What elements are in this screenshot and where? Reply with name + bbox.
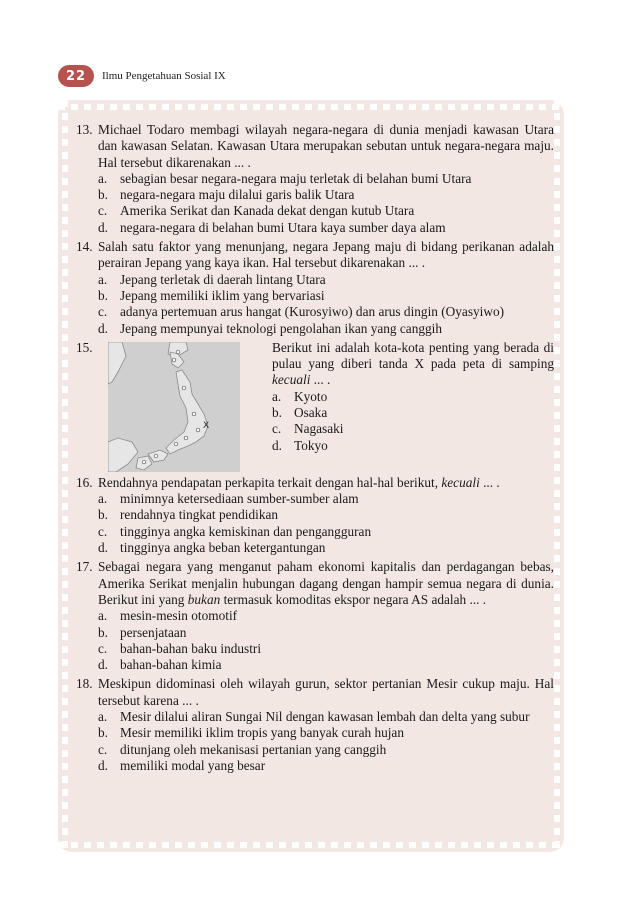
option-letter: c. [98, 304, 108, 320]
option-letter: c. [98, 640, 108, 656]
option-text: sebagian besar negara-negara maju terletak di belahan bumi Utara [120, 170, 472, 186]
option-text: mesin-mesin otomotif [120, 608, 238, 624]
option-text: Nagasaki [294, 421, 344, 437]
option-text: bahan-bahan kimia [120, 657, 222, 673]
option-letter: d. [98, 219, 108, 235]
option-letter: b. [98, 507, 108, 523]
option-c [272, 421, 554, 437]
option-a [98, 491, 554, 507]
option-d [272, 438, 554, 454]
option-letter: c. [98, 523, 108, 539]
option-text: Osaka [294, 405, 328, 421]
option-b [98, 507, 554, 523]
question-text: Salah satu faktor yang menunjang, negara Jepang maju di bidang perikanan adalah perairan Jepang yang kaya ikan. Hal tersebut dikarenakan ... . [98, 239, 554, 271]
question-18 [76, 676, 554, 774]
option-c [98, 524, 554, 540]
option-letter: d. [272, 437, 282, 453]
dashed-border-top [58, 104, 564, 110]
dashed-border-left [62, 100, 68, 852]
option-text: negara-negara maju dilalui garis balik Utara [120, 187, 355, 203]
question-text: Sebagai negara yang menganut paham ekonomi kapitalis dan perdagangan bebas, Amerika Serikat menjalin hubungan dagang dengan hampir semua negara di dunia. Berikut ini yang bukan termasuk komoditas ekspor negara AS adalah ... . [98, 559, 554, 607]
question-17 [76, 559, 554, 673]
option-letter: b. [98, 624, 108, 640]
option-letter: d. [98, 757, 108, 773]
japan-map [108, 342, 240, 472]
dashed-border-right [554, 100, 560, 852]
option-b [98, 187, 554, 203]
question-15 [76, 340, 554, 472]
option-a [98, 608, 554, 624]
dashed-border-bottom [58, 842, 564, 848]
option-text: rendahnya tingkat pendidikan [120, 507, 279, 523]
option-letter: a. [98, 491, 108, 507]
option-text: Jepang mempunyai teknologi pengolahan ikan yang canggih [120, 320, 442, 336]
option-letter: a. [98, 709, 108, 725]
option-letter: b. [98, 725, 108, 741]
option-a [272, 389, 554, 405]
option-d [98, 321, 554, 337]
option-letter: b. [98, 287, 108, 303]
option-d [98, 220, 554, 236]
question-number: 17. [76, 559, 93, 575]
option-text: tingginya angka beban ketergantungan [120, 540, 326, 556]
option-letter: b. [272, 405, 282, 421]
option-a [98, 709, 554, 725]
option-b [98, 725, 554, 741]
option-c [98, 203, 554, 219]
option-b [98, 625, 554, 641]
option-letter: c. [98, 203, 108, 219]
question-number: 14. [76, 239, 93, 255]
question-15-body [272, 340, 554, 454]
question-number: 16. [76, 474, 93, 490]
question-13 [76, 122, 554, 236]
question-number: 18. [76, 676, 93, 692]
option-text: Tokyo [294, 437, 328, 453]
option-text: tingginya angka kemiskinan dan pengangguran [120, 523, 372, 539]
page-header [58, 64, 226, 88]
option-text: Jepang memiliki iklim yang bervariasi [120, 287, 325, 303]
question-number: 15. [76, 339, 93, 355]
option-c [98, 742, 554, 758]
question-list [76, 122, 554, 777]
option-a [98, 171, 554, 187]
option-letter: a. [98, 271, 108, 287]
option-c [98, 304, 554, 320]
option-text: persenjataan [120, 624, 187, 640]
question-number: 13. [76, 122, 93, 137]
option-b [272, 405, 554, 421]
option-letter: c. [272, 421, 282, 437]
option-letter: d. [98, 657, 108, 673]
option-letter: d. [98, 320, 108, 336]
option-text: negara-negara di belahan bumi Utara kaya sumber daya alam [120, 219, 446, 235]
option-d [98, 657, 554, 673]
option-text: minimnya ketersediaan sumber-sumber alam [120, 491, 359, 507]
question-text: Meskipun didominasi oleh wilayah gurun, sektor pertanian Mesir cukup maju. Hal tersebut karena ... . [98, 676, 554, 708]
option-text: Kyoto [294, 388, 328, 404]
question-text: Rendahnya pendapatan perkapita terkait dengan hal-hal berikut, kecuali ... . [98, 474, 500, 490]
option-text: Mesir dilalui aliran Sungai Nil dengan kawasan lembah dan delta yang subur [120, 709, 530, 725]
option-text: ditunjang oleh mekanisasi pertanian yang canggih [120, 741, 387, 757]
option-text: adanya pertemuan arus hangat (Kurosyiwo) dan arus dingin (Oyasyiwo) [120, 304, 505, 320]
option-c [98, 641, 554, 657]
option-letter: a. [272, 388, 282, 404]
map-marker-x: X [203, 420, 210, 431]
option-text: memiliki modal yang besar [120, 757, 266, 773]
question-text: Berikut ini adalah kota-kota penting yang berada di pulau yang diberi tanda X pada peta di samping kecuali ... . [272, 339, 554, 388]
option-text: bahan-bahan baku industri [120, 640, 262, 656]
question-panel [58, 100, 564, 852]
option-text: Jepang terletak di daerah lintang Utara [120, 271, 326, 287]
page-number-badge: 22 [58, 65, 94, 87]
option-letter: c. [98, 741, 108, 757]
option-text: Amerika Serikat dan Kanada dekat dengan kutub Utara [120, 203, 415, 219]
option-text: Mesir memiliki iklim tropis yang banyak curah hujan [120, 725, 404, 741]
question-16 [76, 475, 554, 556]
option-d [98, 758, 554, 774]
option-letter: d. [98, 540, 108, 556]
option-b [98, 288, 554, 304]
option-letter: a. [98, 170, 108, 186]
option-a [98, 272, 554, 288]
option-letter: b. [98, 187, 108, 203]
question-text: Michael Todaro membagi wilayah negara-negara di dunia menjadi kawasan Utara dan kawasan Selatan. Kawasan Utara merupakan sebutan untuk negara-negara maju. Hal tersebut dikarenakan ... . [98, 122, 554, 170]
japan-map-graphic [108, 342, 240, 472]
option-d [98, 540, 554, 556]
option-letter: a. [98, 608, 108, 624]
question-14 [76, 239, 554, 337]
book-title: Ilmu Pengetahuan Sosial IX [102, 70, 226, 82]
